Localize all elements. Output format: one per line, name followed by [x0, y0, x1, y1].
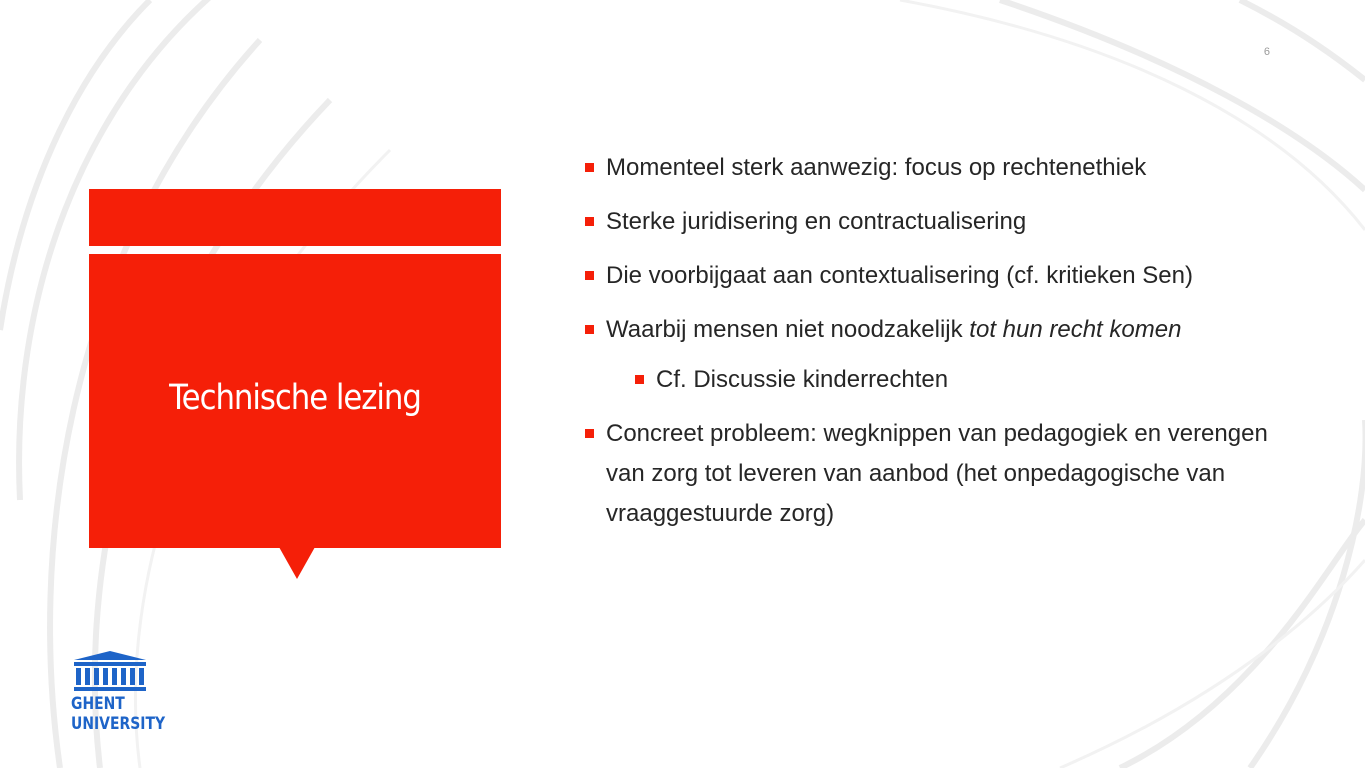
section-title: Technische lezing: [169, 378, 421, 418]
title-box-pointer: [279, 547, 315, 579]
square-bullet-icon: [585, 163, 594, 172]
bullet-text: Concreet probleem: wegknippen van pedagogiek en verengen van zorg tot leveren van aanbod (het onpedagogische van vraaggestuurde zorg): [606, 420, 1268, 527]
bullet-text: Cf. Discussie kinderrechten: [656, 366, 949, 393]
list-item-sub: [634, 360, 1274, 400]
logo-line-1: GHENT: [71, 694, 125, 714]
list-item: [584, 310, 1206, 350]
slide-number: 6: [1263, 46, 1270, 58]
bullet-text: Momenteel sterk aanwezig: focus op rechtenethiek: [606, 154, 1147, 181]
square-bullet-icon: [635, 375, 644, 384]
list-item: [584, 256, 1256, 296]
square-bullet-icon: [585, 217, 594, 226]
bullet-text: [606, 310, 1206, 350]
bullet-text-plain: Waarbij mensen niet noodzakelijk: [606, 316, 970, 343]
square-bullet-icon: [585, 271, 594, 280]
list-item: [584, 202, 1274, 242]
bullet-list: [584, 148, 1274, 548]
list-item: [584, 148, 1274, 188]
bullet-text: Sterke juridisering en contractualisering: [606, 208, 1027, 235]
list-item: [584, 414, 1286, 534]
logo-line-2: UNIVERSITY: [71, 714, 166, 734]
bullet-text-italic: tot hun recht komen: [969, 316, 1182, 343]
title-accent-bar: [89, 189, 501, 246]
square-bullet-icon: [585, 325, 594, 334]
square-bullet-icon: [585, 429, 594, 438]
university-logo-text: [71, 694, 165, 734]
bullet-text: Die voorbijgaat aan contextualisering (cf. kritieken Sen): [606, 262, 1193, 289]
